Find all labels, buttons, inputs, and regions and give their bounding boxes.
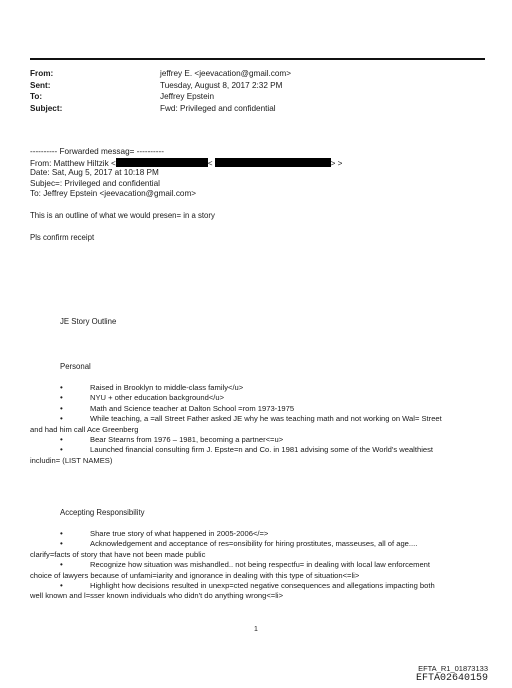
- list-item: [30, 550, 490, 560]
- forwarded-date: Date: Sat, Aug 5, 2017 at 10:18 PM: [30, 168, 159, 178]
- list-item-text: Recognize how situation was mishandled.. not being respectfu= in dealing with local law enforcement: [90, 560, 431, 570]
- list-item: [30, 539, 490, 549]
- forwarded-block: [30, 147, 342, 200]
- list-item: [30, 571, 490, 581]
- forwarded-from-suffix: > >: [330, 158, 343, 168]
- redaction-bar: [215, 158, 331, 167]
- list-item-text: choice of lawyers because of unfami=iarity and ignorance in dealing with this type of situation<=li>: [30, 570, 360, 580]
- from-value: jeffrey E. <jeevacation@gmail.com>: [160, 69, 292, 78]
- list-item: [30, 445, 490, 455]
- list-item: [30, 393, 490, 403]
- sent-label: Sent:: [30, 80, 51, 90]
- outline-title: JE Story Outline: [60, 317, 117, 326]
- list-item-text: NYU + other education background</u>: [90, 393, 225, 403]
- personal-heading: Personal: [60, 362, 91, 371]
- personal-list: [30, 383, 490, 466]
- bates-number-2: EFTA02640159: [415, 673, 488, 684]
- bullet-icon: •: [60, 560, 63, 570]
- header-rule: [30, 58, 485, 60]
- list-item: [30, 456, 490, 466]
- bullet-icon: •: [60, 383, 63, 392]
- bullet-icon: •: [60, 539, 63, 549]
- list-item-text: and had him call Ace Greenberg: [30, 424, 139, 434]
- responsibility-heading: Accepting Responsibility: [60, 508, 145, 517]
- list-item-text: Raised in Brooklyn to middle-class family</u>: [90, 383, 244, 392]
- page-number: 1: [254, 626, 258, 633]
- intro-text: This is an outline of what we would presen= in a story: [30, 211, 215, 220]
- list-item-text: Acknowledgement and acceptance of res=onsibility for hiring prostitutes, masseuses, all of age....: [90, 539, 418, 549]
- list-item: [30, 425, 490, 435]
- list-item-text: Share true story of what happened in 2005-2006</=>: [90, 529, 269, 538]
- forwarded-to: To: Jeffrey Epstein <jeevacation@gmail.com>: [30, 189, 197, 199]
- bullet-icon: •: [60, 434, 63, 444]
- bullet-icon: •: [60, 414, 63, 424]
- list-item-text: Highlight how decisions resulted in unexp=cted negative consequences and allegations impacting both: [90, 580, 435, 590]
- bullet-icon: •: [60, 529, 63, 538]
- to-label: To:: [30, 92, 43, 101]
- forwarded-subject: Subjec=: Privileged and confidential: [30, 178, 160, 188]
- bullet-icon: •: [60, 580, 63, 590]
- subject-label: Subject:: [30, 103, 63, 113]
- list-item: [30, 529, 490, 539]
- forwarded-from-prefix: From: Matthew Hiltzik <: [30, 158, 116, 168]
- list-item: [30, 404, 490, 414]
- list-item: [30, 581, 490, 591]
- bullet-icon: •: [60, 393, 63, 403]
- bullet-icon: •: [60, 445, 63, 455]
- list-item: [30, 414, 490, 424]
- forwarded-from-line: [30, 158, 342, 169]
- list-item: [30, 435, 490, 445]
- responsibility-list: [30, 529, 490, 602]
- confirm-text: Pls confirm receipt: [30, 233, 95, 242]
- list-item-text: Math and Science teacher at Dalton School =rom 1973-1975: [90, 403, 295, 413]
- subject-value: Fwd: Privileged and confidential: [160, 103, 276, 113]
- bates-number-1: EFTA_R1_01873133: [418, 664, 488, 673]
- list-item: [30, 560, 490, 570]
- list-item-text: includin= (LIST NAMES): [30, 455, 113, 465]
- list-item-text: Bear Stearns from 1976 – 1981, becoming a partner<=u>: [90, 434, 284, 444]
- sent-value: Tuesday, August 8, 2017 2:32 PM: [160, 80, 283, 90]
- list-item-text: Launched financial consulting firm J. Epste=n and Co. in 1981 advising some of the World's wealthiest: [90, 445, 434, 455]
- list-item: [30, 383, 490, 393]
- list-item-text: well known and l=sser known individuals who didn't do anything wrong<=li>: [30, 591, 284, 601]
- forwarded-marker: ---------- Forwarded messag= ----------: [30, 147, 164, 156]
- list-item-text: clarify=facts of story that have not been made public: [30, 549, 206, 559]
- bullet-icon: •: [60, 403, 63, 413]
- list-item: [30, 591, 490, 601]
- redaction-bar: [116, 158, 208, 167]
- forwarded-from-mid: <: [207, 158, 213, 168]
- list-item-text: While teaching, a =all Street Father asked JE why he was teaching math and not working on Wal= Street: [90, 414, 442, 424]
- from-label: From:: [30, 69, 54, 78]
- to-value: Jeffrey Epstein: [160, 92, 215, 101]
